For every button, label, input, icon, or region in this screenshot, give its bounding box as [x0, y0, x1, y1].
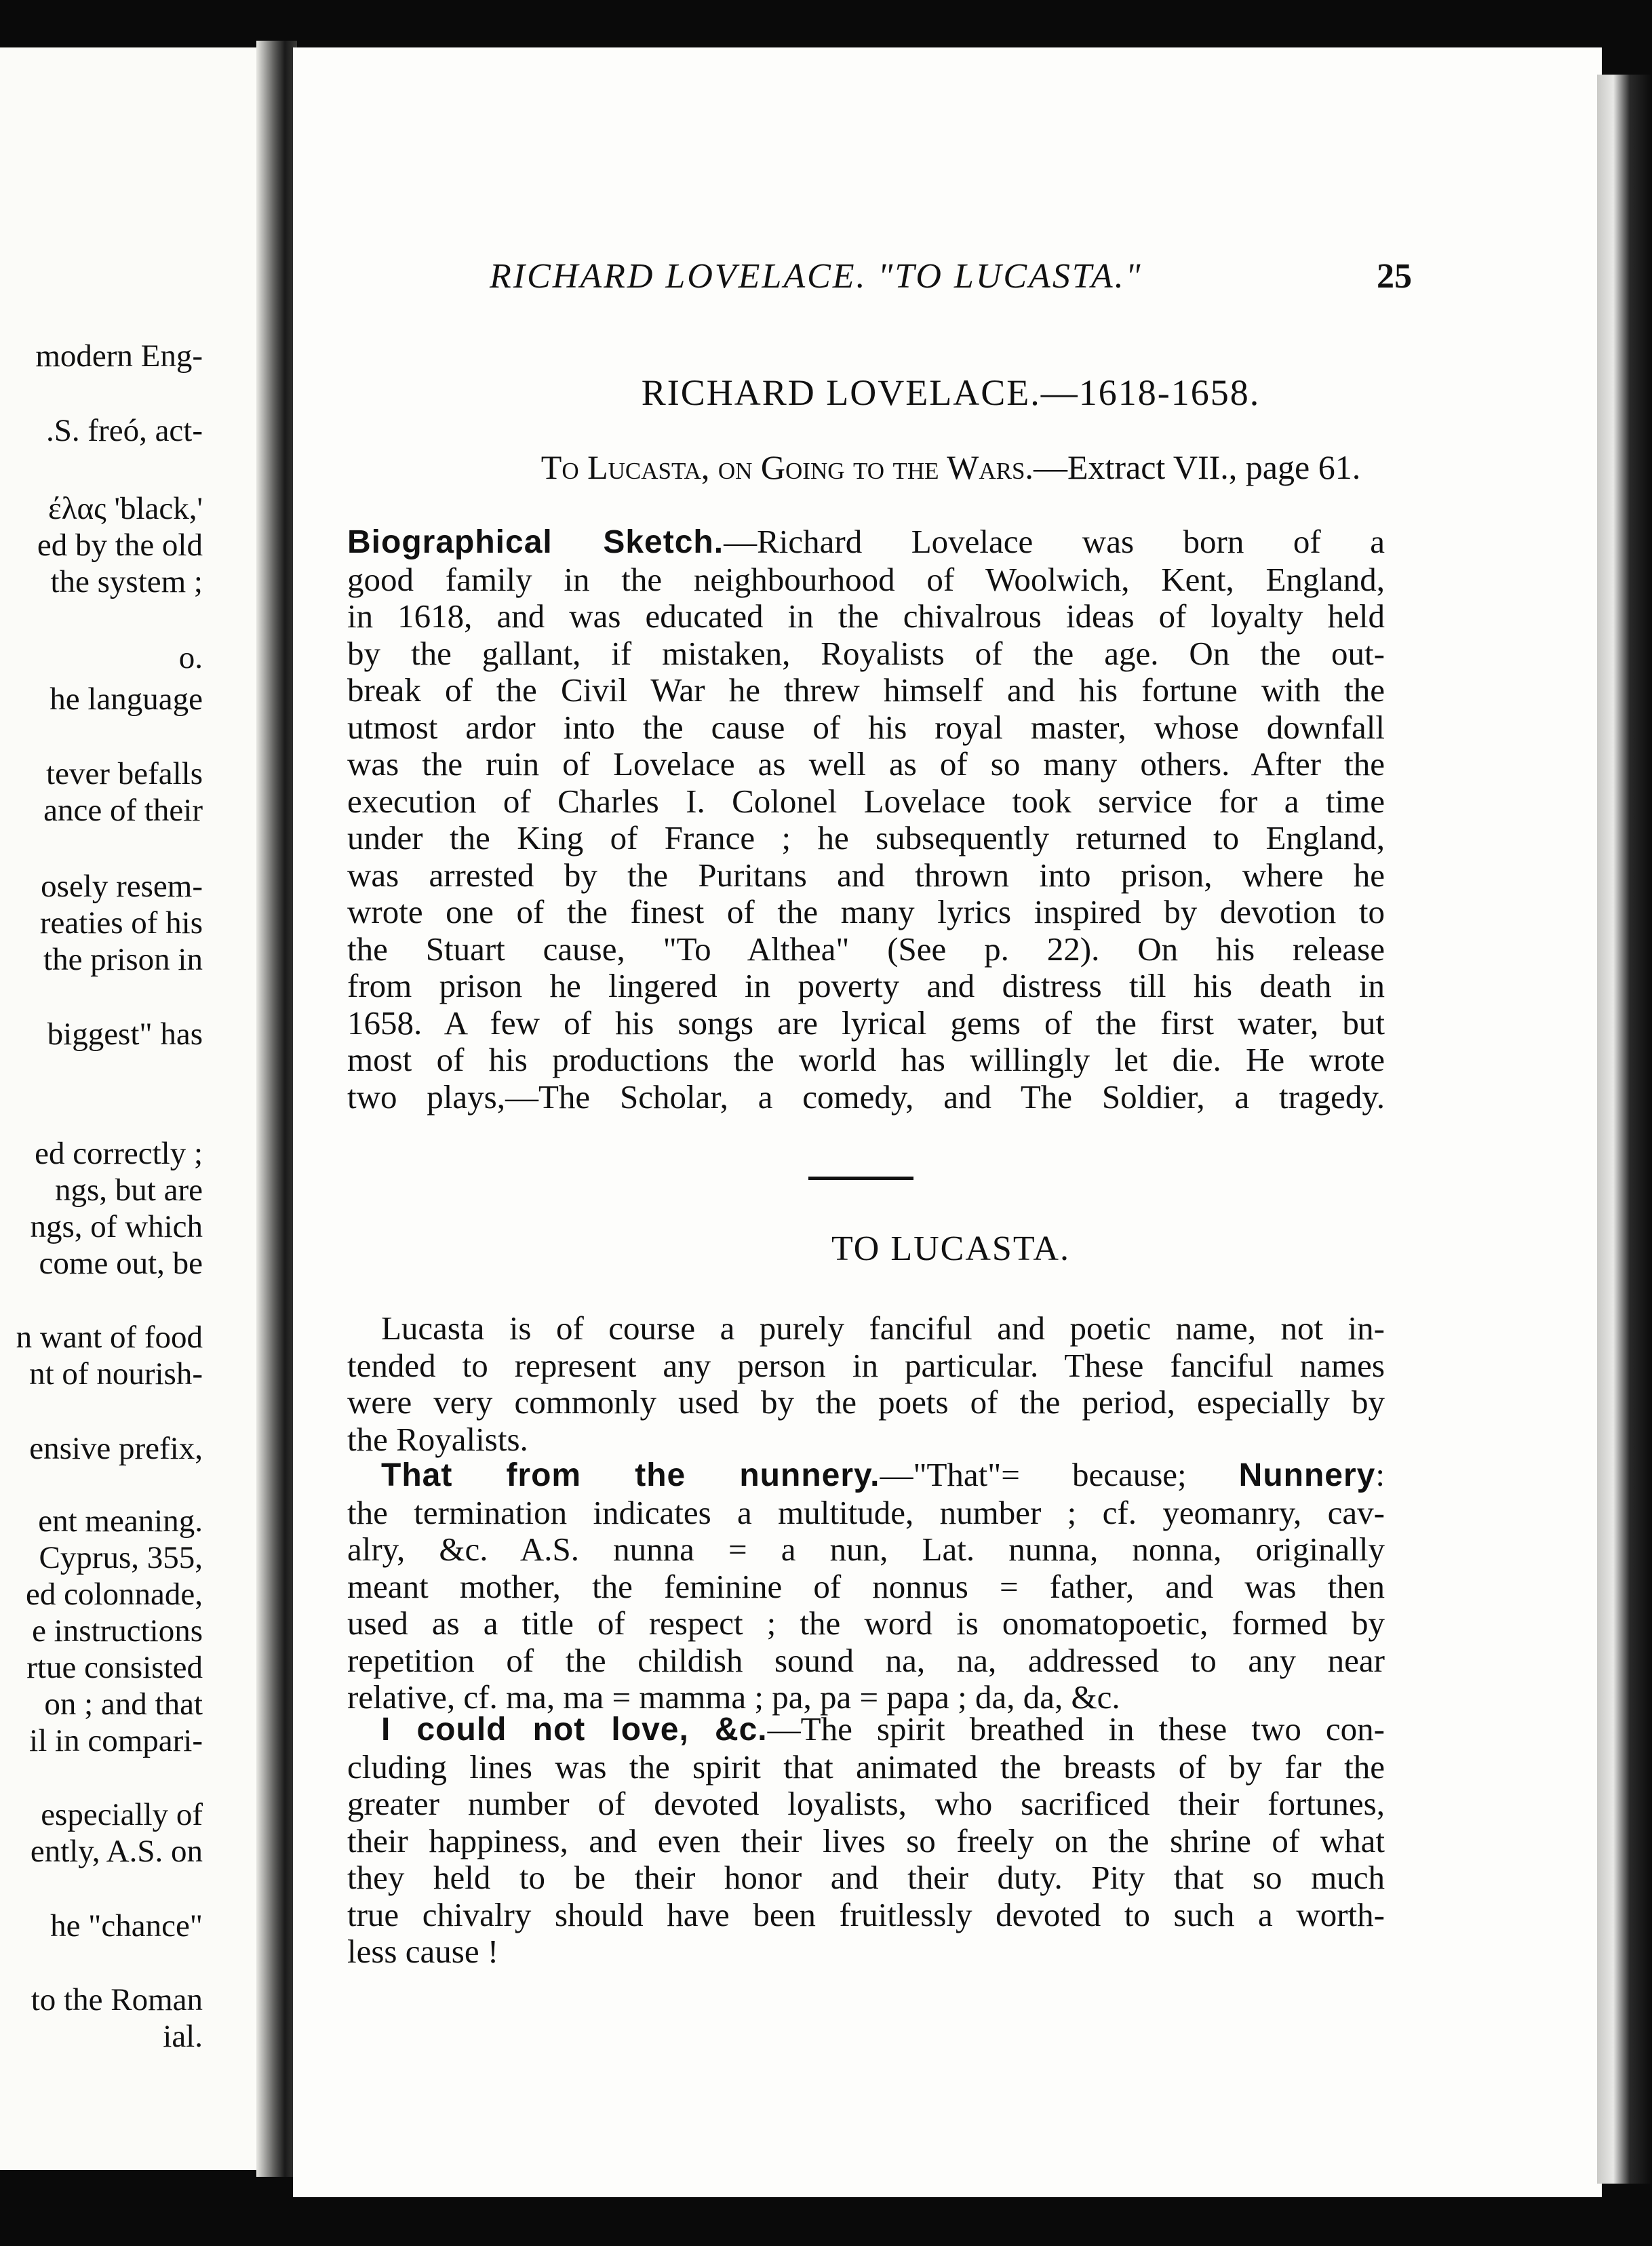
extract-reference: [347, 448, 1554, 487]
note2-first-line: [347, 1711, 1385, 1749]
left-line: rtue consisted: [26, 1650, 203, 1685]
left-line: ed colonnade,: [25, 1577, 203, 1612]
left-line: tever befalls: [46, 756, 203, 791]
left-line: ial.: [163, 2019, 203, 2054]
left-line: ently, A.S. on: [30, 1834, 203, 1869]
extract-title: To Lucasta, on Going to the Wars.: [540, 448, 1034, 486]
book-gutter: [256, 41, 297, 2177]
bio-line: break of the Civil War he threw himself and his fortune with the: [347, 671, 1385, 709]
left-line: modern Eng-: [35, 338, 203, 374]
note2-line: cluding lines was the spirit that animated the breasts of by far the: [347, 1748, 1385, 1786]
intro-line: tended to represent any person in particular. These fanciful names: [347, 1346, 1385, 1384]
running-head: RICHARD LOVELACE. "TO LUCASTA.": [490, 257, 1143, 296]
left-line: .S. freó, act-: [46, 413, 203, 448]
left-line: nt of nourish-: [29, 1356, 203, 1392]
left-line: o.: [178, 640, 203, 675]
extract-page-ref: —Extract VII., page 61.: [1033, 448, 1361, 486]
page-header: [490, 256, 1412, 311]
left-line: on ; and that: [44, 1687, 203, 1722]
left-line: to the Roman: [31, 1982, 203, 2017]
left-line: e instructions: [32, 1613, 203, 1649]
note2-line: less cause !: [347, 1933, 499, 1970]
note1-line: repetition of the childish sound na, na, addressed to any near: [347, 1641, 1385, 1679]
note1-keyword: Nunnery: [1238, 1457, 1376, 1493]
left-line: έλας 'black,': [48, 491, 203, 526]
bio-line: 1658. A few of his songs are lyrical gems of the first water, but: [347, 1004, 1385, 1042]
bio-line: —Richard Lovelace was born of a: [724, 523, 1385, 560]
left-line: n want of food: [16, 1320, 203, 1355]
bio-line: good family in the neighbourhood of Woolwich, Kent, England,: [347, 560, 1385, 598]
note1-line: used as a title of respect ; the word is onomatopoetic, formed by: [347, 1604, 1385, 1642]
intro-line: the Royalists.: [347, 1420, 528, 1458]
left-facing-page: [0, 47, 268, 2170]
left-line: biggest" has: [47, 1017, 203, 1052]
note2-heading: I could not love, &c.: [381, 1712, 768, 1748]
left-line: the prison in: [43, 942, 203, 977]
left-line: ngs, but are: [55, 1173, 203, 1208]
note2-text: —The spirit breathed in these two con-: [767, 1710, 1385, 1748]
intro-paragraph: [347, 1310, 1385, 1458]
bio-line: in 1618, and was educated in the chivalrous ideas of loyalty held: [347, 597, 1385, 635]
bio-line: wrote one of the finest of the many lyrics inspired by devotion to: [347, 893, 1385, 930]
intro-line: Lucasta is of course a purely fanciful and poetic name, not in-: [381, 1309, 1385, 1347]
bio-line: two plays,—The Scholar, a comedy, and The Soldier, a tragedy.: [347, 1078, 1385, 1116]
note1-heading: That from the nunnery.: [381, 1457, 880, 1493]
page-edge-shadow: [1597, 75, 1651, 2184]
note-could-not-love: [347, 1711, 1385, 1971]
left-line: reaties of his: [39, 905, 203, 941]
note1-text: :: [1375, 1456, 1385, 1493]
note1-line: the termination indicates a multitude, number ; cf. yeomanry, cav-: [347, 1493, 1385, 1531]
left-line: come out, be: [39, 1246, 203, 1281]
left-line: the system ;: [50, 564, 203, 599]
section-title: RICHARD LOVELACE.—1618-1658.: [641, 372, 1261, 413]
note2-line: they held to be their honor and their duty. Pity that so much: [347, 1859, 1385, 1896]
bio-line: from prison he lingered in poverty and distress till his death in: [347, 967, 1385, 1004]
bio-first-line: [347, 524, 1385, 562]
section-divider: [808, 1177, 913, 1180]
bio-line: the Stuart cause, "To Althea" (See p. 22). On his release: [347, 930, 1385, 968]
poem-title: TO LUCASTA.: [831, 1229, 1070, 1268]
note2-line: their happiness, and even their lives so freely on the shrine of what: [347, 1821, 1385, 1859]
left-line: ensive prefix,: [29, 1431, 203, 1466]
bio-line: was the ruin of Lovelace as well as of so many others. After the: [347, 745, 1385, 783]
note1-line: relative, cf. ma, ma = mamma ; pa, pa = papa ; da, da, &c.: [347, 1678, 1120, 1716]
left-line: ent meaning.: [38, 1503, 203, 1539]
left-line: ed by the old: [37, 528, 203, 563]
bio-line: was arrested by the Puritans and thrown into prison, where he: [347, 856, 1385, 894]
left-line: osely resem-: [41, 869, 203, 904]
left-line: ed correctly ;: [35, 1136, 203, 1171]
main-page: [293, 47, 1602, 2197]
intro-line: were very commonly used by the poets of the period, especially by: [347, 1383, 1385, 1421]
bio-line: utmost ardor into the cause of his royal master, whose downfall: [347, 708, 1385, 746]
note1-line: meant mother, the feminine of nonnus = father, and was then: [347, 1567, 1385, 1605]
left-line: ngs, of which: [30, 1209, 203, 1244]
left-line: ance of their: [43, 793, 203, 828]
bio-heading: Biographical Sketch.: [347, 524, 724, 560]
note1-text: —"That"= because;: [880, 1456, 1239, 1493]
left-line: he "chance": [50, 1908, 203, 1944]
bio-line: by the gallant, if mistaken, Royalists of the age. On the out-: [347, 634, 1385, 672]
biographical-sketch: [347, 524, 1385, 1116]
note-nunnery: [347, 1457, 1385, 1716]
note2-line: greater number of devoted loyalists, who sacrificed their fortunes,: [347, 1785, 1385, 1822]
left-line: he language: [50, 682, 203, 717]
bio-line: execution of Charles I. Colonel Lovelace took service for a time: [347, 782, 1385, 820]
note1-first-line: [347, 1457, 1385, 1495]
left-line: Cyprus, 355,: [39, 1540, 203, 1575]
left-line: il in compari-: [29, 1723, 203, 1758]
bio-line: most of his productions the world has willingly let die. He wrote: [347, 1041, 1385, 1078]
note2-line: true chivalry should have been fruitlessly devoted to such a worth-: [347, 1895, 1385, 1933]
page-number: 25: [1377, 257, 1412, 296]
note1-line: alry, &c. A.S. nunna = a nun, Lat. nunna, nonna, originally: [347, 1531, 1385, 1568]
left-line: especially of: [41, 1797, 203, 1832]
bio-line: under the King of France ; he subsequently returned to England,: [347, 819, 1385, 856]
